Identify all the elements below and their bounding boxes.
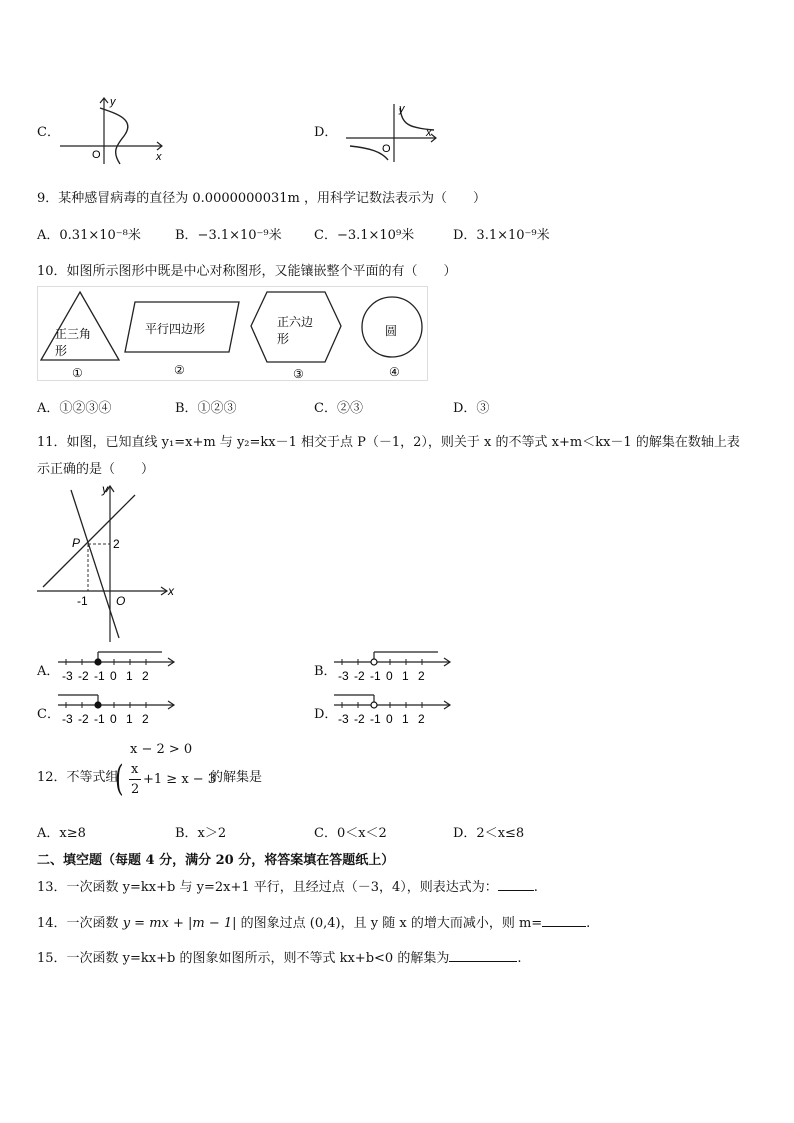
tick-label: 1 [402,669,409,683]
q11-option-b-label: B． [314,664,337,679]
shape-1-line2: 形 [55,344,68,358]
shape-4-line1: 圆 [385,324,398,338]
triangle-shape [41,292,119,360]
tick-2-label: 2 [113,537,120,551]
shape-3-line1: 正六边 [277,315,314,329]
open-endpoint [371,659,377,665]
q13-line [37,876,538,895]
x-label: x [426,127,432,139]
q13-end: . [533,880,538,895]
q12-prefix: 12．不等式组 [37,770,119,785]
section-2-title: 二、填空题（每题 4 分，满分 20 分，将答案填在答题纸上） [37,853,395,868]
y-label: y [102,482,108,496]
q13-answer-blank[interactable] [498,878,534,891]
closed-endpoint [95,659,101,665]
q9-option-b: B．−3.1×10⁻⁹米 [175,228,282,243]
q11-stem-line2: 示正确的是（ ） [37,462,155,477]
tick-label: 2 [418,669,425,683]
tick-label: 2 [142,669,149,683]
shape-2-number: ② [174,363,185,377]
shape-1-number: ① [72,366,83,380]
shape-2-line1: 平行四边形 [145,322,206,336]
tick-label: -1 [370,669,381,683]
tick-label: -3 [62,669,73,683]
q12-frac-numerator: x [131,762,139,777]
tick-label: -1 [94,712,105,726]
q10-stem: 10．如图所示图形中既是中心对称图形，又能镶嵌整个平面的有（ ） [37,264,457,279]
q11-stem-line1: 11．如图，已知直线 y₁=x+m 与 y₂=kx－1 相交于点 P（－1，2），则关于 x 的不等式 x+m＜kx－1 的解集在数轴上表 [37,435,740,450]
q14-text-b: 的图象过点 (0,4)，且 y 随 x 的增大而减小，则 m= [236,916,543,931]
closed-endpoint [95,702,101,708]
open-endpoint [371,702,377,708]
shape-3-number: ③ [293,367,304,381]
q8-option-d-label: D． [314,125,338,140]
q12-option-a: A．x≥8 [37,826,86,841]
tick-label: -3 [62,712,73,726]
q10-option-a: A．①②③④ [37,401,112,416]
origin-label: O [92,149,101,161]
tick-label: 1 [126,712,133,726]
q15-end: . [517,951,522,966]
tick-label: 1 [126,669,133,683]
q11-numberline-a [58,648,180,684]
q14-text-a: 14．一次函数 [37,916,123,931]
tick-label: -1 [370,712,381,726]
q12-option-c: C．0＜x＜2 [314,826,387,841]
tick-label: 2 [418,712,425,726]
tick-label: -2 [78,669,89,683]
q10-figure [37,286,429,382]
q10-option-c: C．②③ [314,401,363,416]
q12-inequality-2-rest: +1 ≥ x − 3 [143,772,217,787]
q11-option-c-label: C． [37,707,60,722]
q9-option-a: A．0.31×10⁻⁸米 [37,228,141,243]
tick-label: -1 [94,669,105,683]
line-y1 [43,495,135,587]
q11-numberline-d [334,691,456,727]
line-y2 [71,490,119,638]
tick-label: -3 [338,712,349,726]
q8-graph-c [58,92,170,168]
q11-numberline-b [334,648,456,684]
q8-option-c-label: C． [37,125,60,140]
q9-option-d: D．3.1×10⁻⁹米 [453,228,550,243]
q12-inequality-1: x − 2 > 0 [130,742,193,757]
tick-label: 2 [142,712,149,726]
origin-label: O [382,143,391,155]
y-label: y [110,96,116,108]
tick-label: 0 [110,669,117,683]
tick-label: 0 [110,712,117,726]
tick-label: 0 [386,669,393,683]
q14-answer-blank[interactable] [542,914,586,927]
q14-formula: y = mx + |m − 1| [122,916,237,931]
point-p-label: P [72,536,81,550]
q15-text: 15．一次函数 y=kx+b 的图象如图所示，则不等式 kx+b<0 的解集为 [37,951,450,966]
q12-fraction-bar [129,779,141,780]
tick-label: -2 [354,712,365,726]
origin-label: O [116,594,126,608]
q11-option-d-label: D． [314,707,338,722]
x-label: x [168,584,174,598]
y-label: y [399,103,405,115]
q15-answer-blank[interactable] [449,949,517,962]
q14-line [37,912,590,931]
q8-graph-d [344,102,444,164]
q10-option-b: B．①②③ [175,401,237,416]
tick-label: -2 [78,712,89,726]
q9-option-c: C．−3.1×10⁹米 [314,228,415,243]
x-label: x [156,151,162,163]
q12-brace: ( [115,760,124,800]
q11-option-a-label: A． [37,664,60,679]
q11-numberline-c [58,691,180,727]
q12-option-d: D．2＜x≤8 [453,826,525,841]
q12-suffix: 的解集是 [210,770,263,785]
tick-neg1-label: -1 [77,594,88,608]
shape-4-number: ④ [389,365,400,379]
q13-text: 13．一次函数 y=kx+b 与 y=2x+1 平行，且经过点（－3，4），则表达式为： [37,880,498,895]
shape-1-line1: 正三角 [55,327,92,341]
q11-graph [37,478,179,644]
q9-stem: 9．某种感冒病毒的直径为 0.0000000031m ，用科学记数法表示为（ ） [37,191,486,206]
tick-label: 0 [386,712,393,726]
q12-option-b: B．x＞2 [175,826,227,841]
tick-label: -2 [354,669,365,683]
q10-option-d: D．③ [453,401,490,416]
tick-label: -3 [338,669,349,683]
q12-frac-denominator: 2 [131,782,140,797]
q15-line [37,947,521,966]
tick-label: 1 [402,712,409,726]
q14-end: . [586,916,591,931]
shape-3-line2: 形 [277,332,290,346]
